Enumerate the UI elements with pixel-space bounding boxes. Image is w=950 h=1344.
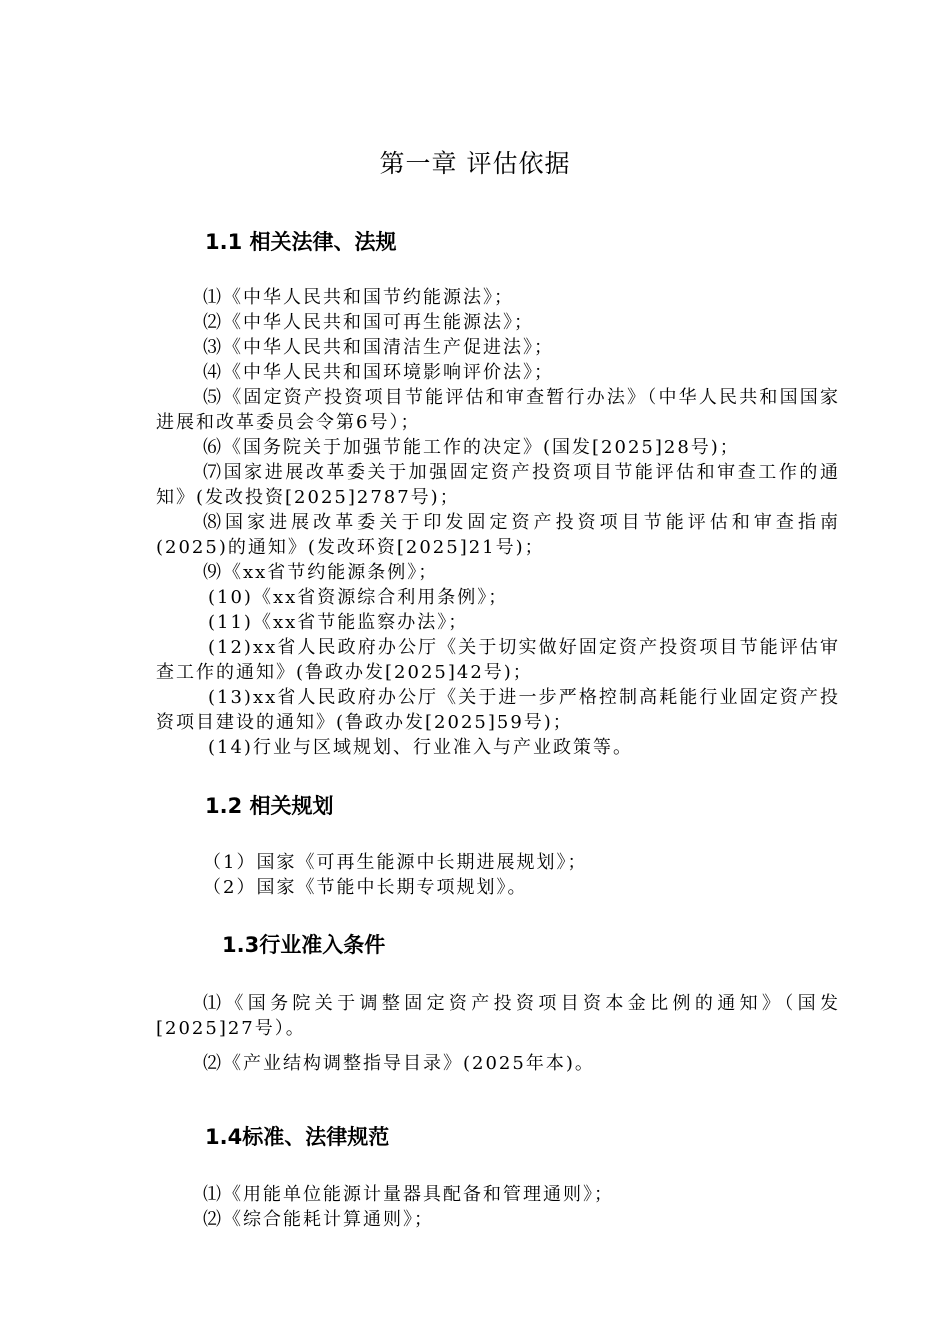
list-item: (11)《xx省节能监察办法》； [208,612,469,633]
list-item: ⑷《中华人民共和国环境影响评价法》； [203,362,554,383]
section-heading-1-2: 1.2 相关规划 [205,794,334,818]
section-heading-1-3: 1.3行业准入条件 [222,933,386,957]
list-item: ⑴《中华人民共和国节约能源法》； [203,287,514,308]
list-item: ⑶《中华人民共和国清洁生产促进法》； [203,337,554,358]
list-item: (13)xx省人民政府办公厅《关于进一步严格控制高耗能行业固定资产投资项目建设的通知》(鲁政办发[2025]59号)； [156,687,840,733]
section-heading-1-1: 1.1 相关法律、法规 [205,230,397,254]
list-item: (10)《xx省资源综合利用条例》； [208,587,509,608]
section-heading-1-4: 1.4标准、法律规范 [205,1125,390,1149]
list-item: (14)行业与区域规划、行业准入与产业政策等。 [208,737,633,758]
list-item: ⑻国家进展改革委关于印发固定资产投资项目节能评估和审查指南(2025)的通知》(发改环资[2025]21号)； [156,512,840,558]
list-item: ⑹《国务院关于加强节能工作的决定》(国发[2025]28号)； [203,437,740,458]
list-item: ⑼《xx省节约能源条例》； [203,562,439,583]
list-item: ⑺国家进展改革委关于加强固定资产投资项目节能评估和审查工作的通知》(发改投资[2025]2787号)； [156,462,840,508]
list-item: （2）国家《节能中长期专项规划》。 [203,877,528,898]
list-item: ⑵《综合能耗计算通则》； [203,1209,434,1230]
list-item: ⑵《中华人民共和国可再生能源法》； [203,312,534,333]
list-item: （1）国家《可再生能源中长期进展规划》； [203,852,588,873]
list-item: (12)xx省人民政府办公厅《关于切实做好固定资产投资项目节能评估审查工作的通知》(鲁政办发[2025]42号)； [156,637,840,683]
list-item: ⑴《国务院关于调整固定资产投资项目资本金比例的通知》（国发[2025]27号）。 [156,993,840,1039]
chapter-title: 第一章 评估依据 [379,149,571,178]
list-item: ⑸《固定资产投资项目节能评估和审查暂行办法》（中华人民共和国国家进展和改革委员会令第6号）； [156,387,840,433]
list-item: ⑴《用能单位能源计量器具配备和管理通则》； [203,1184,614,1205]
list-item: ⑵《产业结构调整指导目录》(2025年本)。 [203,1053,595,1074]
